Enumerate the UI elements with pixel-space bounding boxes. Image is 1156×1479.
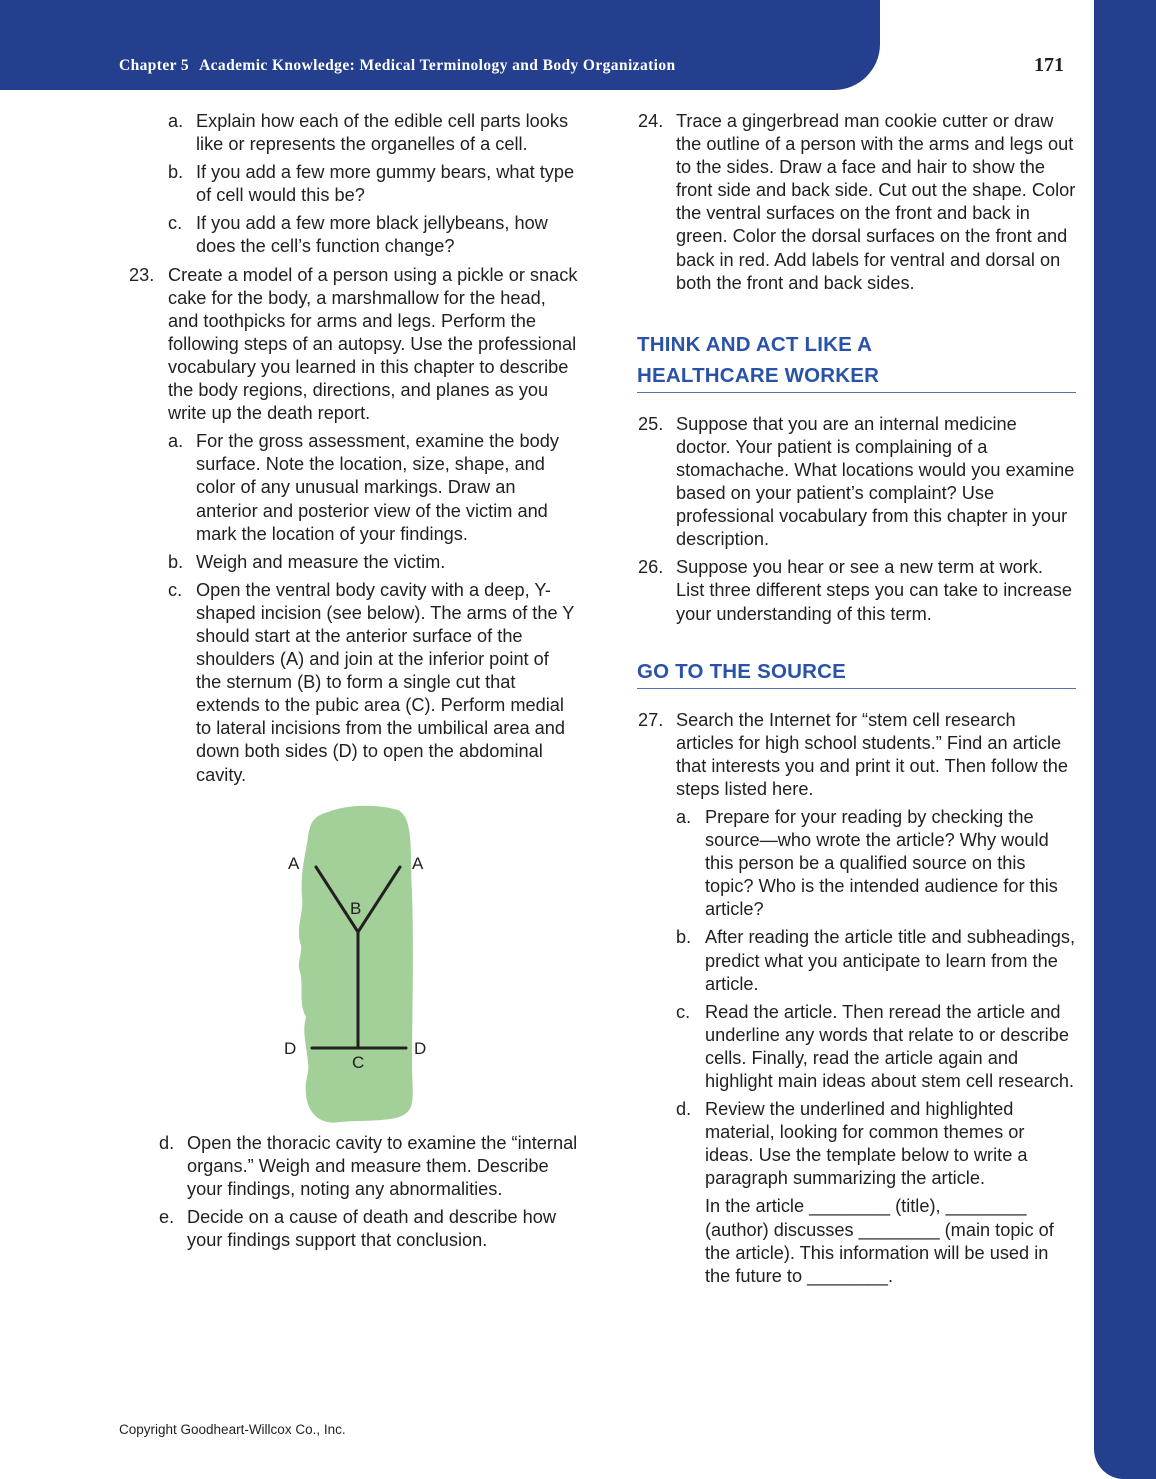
question-27: 27. Search the Internet for “stem cell research articles for high school students.” Find an article that interests you and print it out. Then follow the steps listed here. <box>638 709 1068 799</box>
right-column <box>628 110 1076 1288</box>
summary-template: In the article ________ (title), ________ (author) discusses ________ (main topic of the article). This information will be used in the future to ________. <box>705 1196 1054 1286</box>
chapter-title: Academic Knowledge: Medical Terminology and Body Organization <box>199 57 676 74</box>
chapter-label: Chapter 5 <box>119 57 190 74</box>
list-item: a. Explain how each of the edible cell parts looks like or represents the organelles of a cell. <box>168 111 569 155</box>
section-heading-source: GO TO THE SOURCE <box>637 656 1076 689</box>
page-number: 171 <box>1034 54 1064 76</box>
list-item: b. Weigh and measure the victim. <box>168 551 446 572</box>
list-item: a. For the gross assessment, examine the body surface. Note the location, size, shape, and color of any unusual markings. Draw an anterior and posterior view of the victim and mark the location of your findings. <box>168 431 559 544</box>
label-c: C <box>352 1052 365 1072</box>
label-a-right: A <box>412 853 424 873</box>
label-b: B <box>350 898 362 918</box>
list-item: e. Decide on a cause of death and describe how your findings support that conclusion. <box>159 1206 557 1250</box>
list-item: b. If you add a few more gummy bears, what type of cell would this be? <box>168 162 575 206</box>
copyright: Copyright Goodheart-Willcox Co., Inc. <box>119 1422 346 1437</box>
list-item: c. Read the article. Then reread the article and underline any words that relate to or describe cells. Finally, read the article again and highlight main ideas about stem cell research. <box>676 1001 1074 1091</box>
list-item: b. After reading the article title and subheadings, predict what you anticipate to learn from the article. <box>676 927 1076 994</box>
question-23: 23. Create a model of a person using a pickle or snack cake for the body, a marshmallow for the head, and toothpicks for arms and legs. Perform the following steps of an autopsy. Use the professional vocabulary you learned in this chapter to describe the body regions, directions, and planes as you write up the death report. <box>129 264 578 424</box>
incision-diagram-svg <box>118 792 578 1132</box>
body-silhouette <box>299 805 413 1122</box>
left-column <box>118 110 578 1252</box>
section-heading-think-act: THINK AND ACT LIKE A HEALTHCARE WORKER <box>637 329 1076 393</box>
running-head <box>119 57 676 75</box>
label-a-left: A <box>288 853 300 873</box>
list-item: d. Open the thoracic cavity to examine the “internal organs.” Weigh and measure them. Describe your findings, noting any abnormalities. <box>159 1132 578 1199</box>
list-item: d. Review the underlined and highlighted material, looking for common themes or ideas. Use the template below to write a paragraph summarizing the article. <box>676 1099 1028 1189</box>
label-d-left: D <box>284 1038 297 1058</box>
label-d-right: D <box>414 1038 427 1058</box>
question-25: 25. Suppose that you are an internal medicine doctor. Your patient is complaining of a stomachache. What locations would you examine based on your patient’s complaint? Use professional vocabulary from this chapter in your description. <box>638 413 1075 550</box>
header-bar <box>0 0 880 90</box>
question-24: 24. Trace a gingerbread man cookie cutter or draw the outline of a person with the arms and legs out to the sides. Draw a face and hair to show the front side and back side. Cut out the shape. Color the ventral surfaces on the front and back in green. Color the dorsal surfaces on the front and back in red. Add labels for ventral and dorsal on both the front and back sides. <box>638 111 1076 293</box>
list-item: c. If you add a few more black jellybeans, how does the cell’s function change? <box>168 213 548 257</box>
incision-diagram <box>118 792 578 1132</box>
list-item: a. Prepare for your reading by checking the source—who wrote the article? Why would this person be a qualified source on this topic? Who is the intended audience for this article? <box>676 806 1058 920</box>
side-tab <box>1094 0 1156 1479</box>
question-26: 26. Suppose you hear or see a new term at work. List three different steps you can take to increase your understanding of this term. <box>638 557 1072 624</box>
list-item: c. Open the ventral body cavity with a deep, Y-shaped incision (see below). The arms of the Y should start at the anterior surface of the shoulders (A) and join at the inferior point of the sternum (B) to form a single cut that extends to the pubic area (C). Perform medial to lateral incisions from the umbilical area and down both sides (D) to open the abdominal cavity. <box>168 579 575 785</box>
